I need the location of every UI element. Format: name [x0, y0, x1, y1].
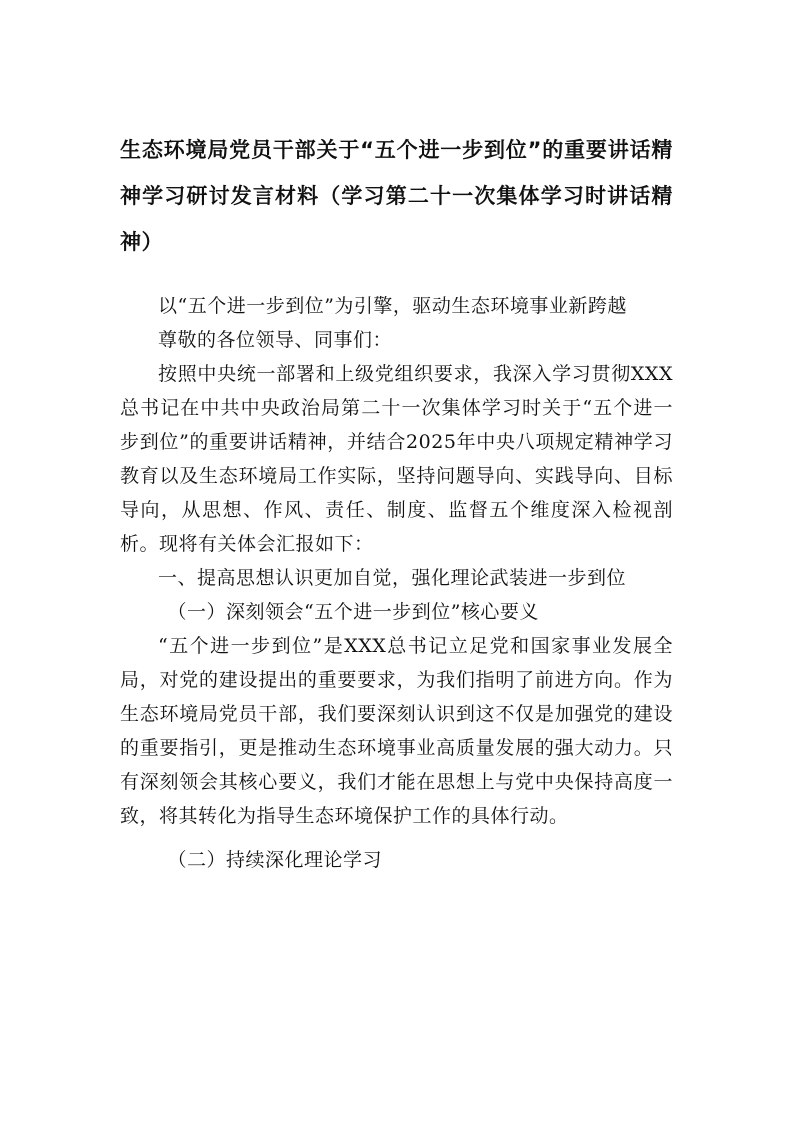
- document-subtitle: 以“五个进一步到位”为引擎，驱动生态环境事业新跨越: [158, 295, 627, 317]
- greeting: 尊敬的各位领导、同事们：: [158, 329, 393, 351]
- section-heading-1: 一、提高思想认识更加自觉，强化理论武装进一步到位: [158, 567, 627, 589]
- subsection-heading-1: （一）深刻领会“五个进一步到位”核心要义: [167, 601, 539, 623]
- document-title: 生态环境局党员干部关于“五个进一步到位”的重要讲话精神学习研讨发言材料（学习第二十一次集体学习时讲话精神）: [120, 138, 673, 254]
- subsection-body-1: “五个进一步到位”是XXX总书记立足党和国家事业发展全局，对党的建设提出的重要要求，为我们指明了前进方向。作为生态环境局党员干部，我们要深刻认识到这不仅是加强党的建设的重要指引，更是推动生态环境事业高质量发展的强大动力。只有深刻领会其核心要义，我们才能在思想上与党中央保持高度一致，将其转化为指导生态环境保护工作的具体行动。: [120, 635, 673, 827]
- subsection-heading-2: （二）持续深化理论学习: [167, 849, 383, 871]
- intro-paragraph: 按照中央统一部署和上级党组织要求，我深入学习贯彻XXX总书记在中共中央政治局第二十一次集体学习时关于“五个进一步到位”的重要讲话精神，并结合2025年中央八项规定精神学习教育以及生态环境局工作实际，坚持问题导向、实践导向、目标导向，从思想、作风、责任、制度、监督五个维度深入检视剖析。现将有关体会汇报如下：: [120, 363, 673, 555]
